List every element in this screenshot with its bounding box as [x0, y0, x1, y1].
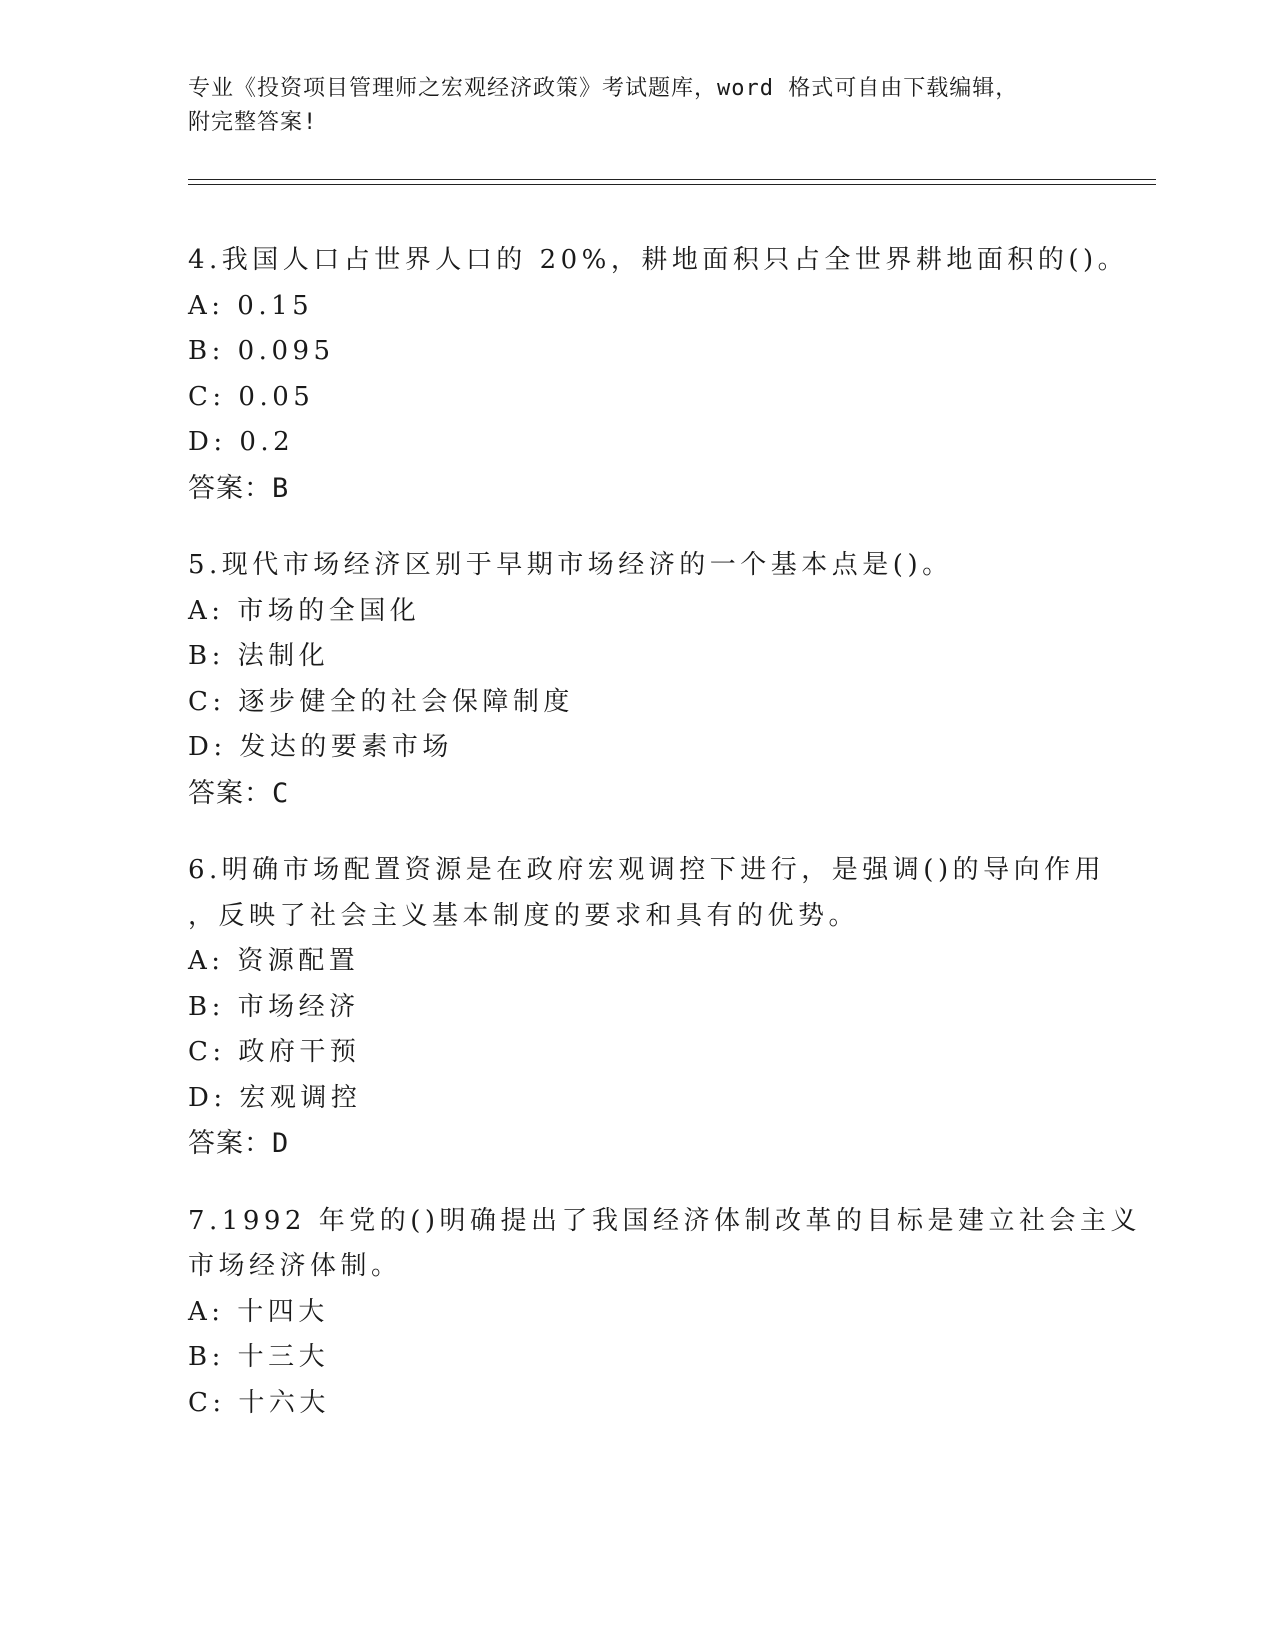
option-b: B: 十三大	[188, 1342, 330, 1372]
question-5	[188, 543, 1088, 816]
option-a: A: 0.15	[188, 290, 314, 321]
option-c: C: 十六大	[188, 1387, 330, 1418]
question-6	[188, 848, 1106, 1167]
option-a: A: 市场的全国化	[188, 595, 421, 626]
option-d: D: 0.2	[188, 427, 295, 457]
header-line-1: 专业《投资项目管理师之宏观经济政策》考试题库，word 格式可自由下载编辑，	[188, 76, 1019, 101]
answer-line: 答案：D	[188, 1128, 290, 1159]
question-stem-line-2: 市场经济体制。	[188, 1251, 402, 1281]
question-stem: 4.我国人口占世界人口的 20%，耕地面积只占全世界耕地面积的()。	[188, 245, 1129, 275]
header-line-2: 附完整答案!	[188, 110, 318, 135]
document-header	[188, 72, 1088, 140]
question-7	[188, 1199, 1142, 1427]
option-a: A: 资源配置	[188, 946, 360, 976]
header-divider-top	[188, 179, 1156, 180]
question-4	[188, 238, 1129, 511]
header-divider-bottom	[188, 184, 1156, 185]
question-list	[188, 238, 1142, 1458]
answer-line: 答案：B	[188, 472, 290, 504]
question-stem: 5.现代市场经济区别于早期市场经济的一个基本点是()。	[188, 550, 953, 580]
option-a: A: 十四大	[188, 1296, 329, 1327]
question-stem-line-1: 7.1992 年党的()明确提出了我国经济体制改革的目标是建立社会主义	[188, 1205, 1142, 1236]
answer-line: 答案：C	[188, 777, 290, 809]
option-b: B: 0.095	[188, 336, 335, 366]
option-b: B: 市场经济	[188, 991, 360, 1022]
option-c: C: 逐步健全的社会保障制度	[188, 686, 574, 717]
question-stem-line-1: 6.明确市场配置资源是在政府宏观调控下进行，是强调()的导向作用	[188, 855, 1106, 885]
option-c: C: 政府干预	[188, 1037, 361, 1067]
option-d: D: 发达的要素市场	[188, 732, 453, 762]
question-stem-line-2: ，反映了社会主义基本制度的要求和具有的优势。	[188, 900, 860, 931]
option-b: B: 法制化	[188, 641, 330, 671]
option-c: C: 0.05	[188, 381, 315, 412]
option-d: D: 宏观调控	[188, 1082, 362, 1113]
